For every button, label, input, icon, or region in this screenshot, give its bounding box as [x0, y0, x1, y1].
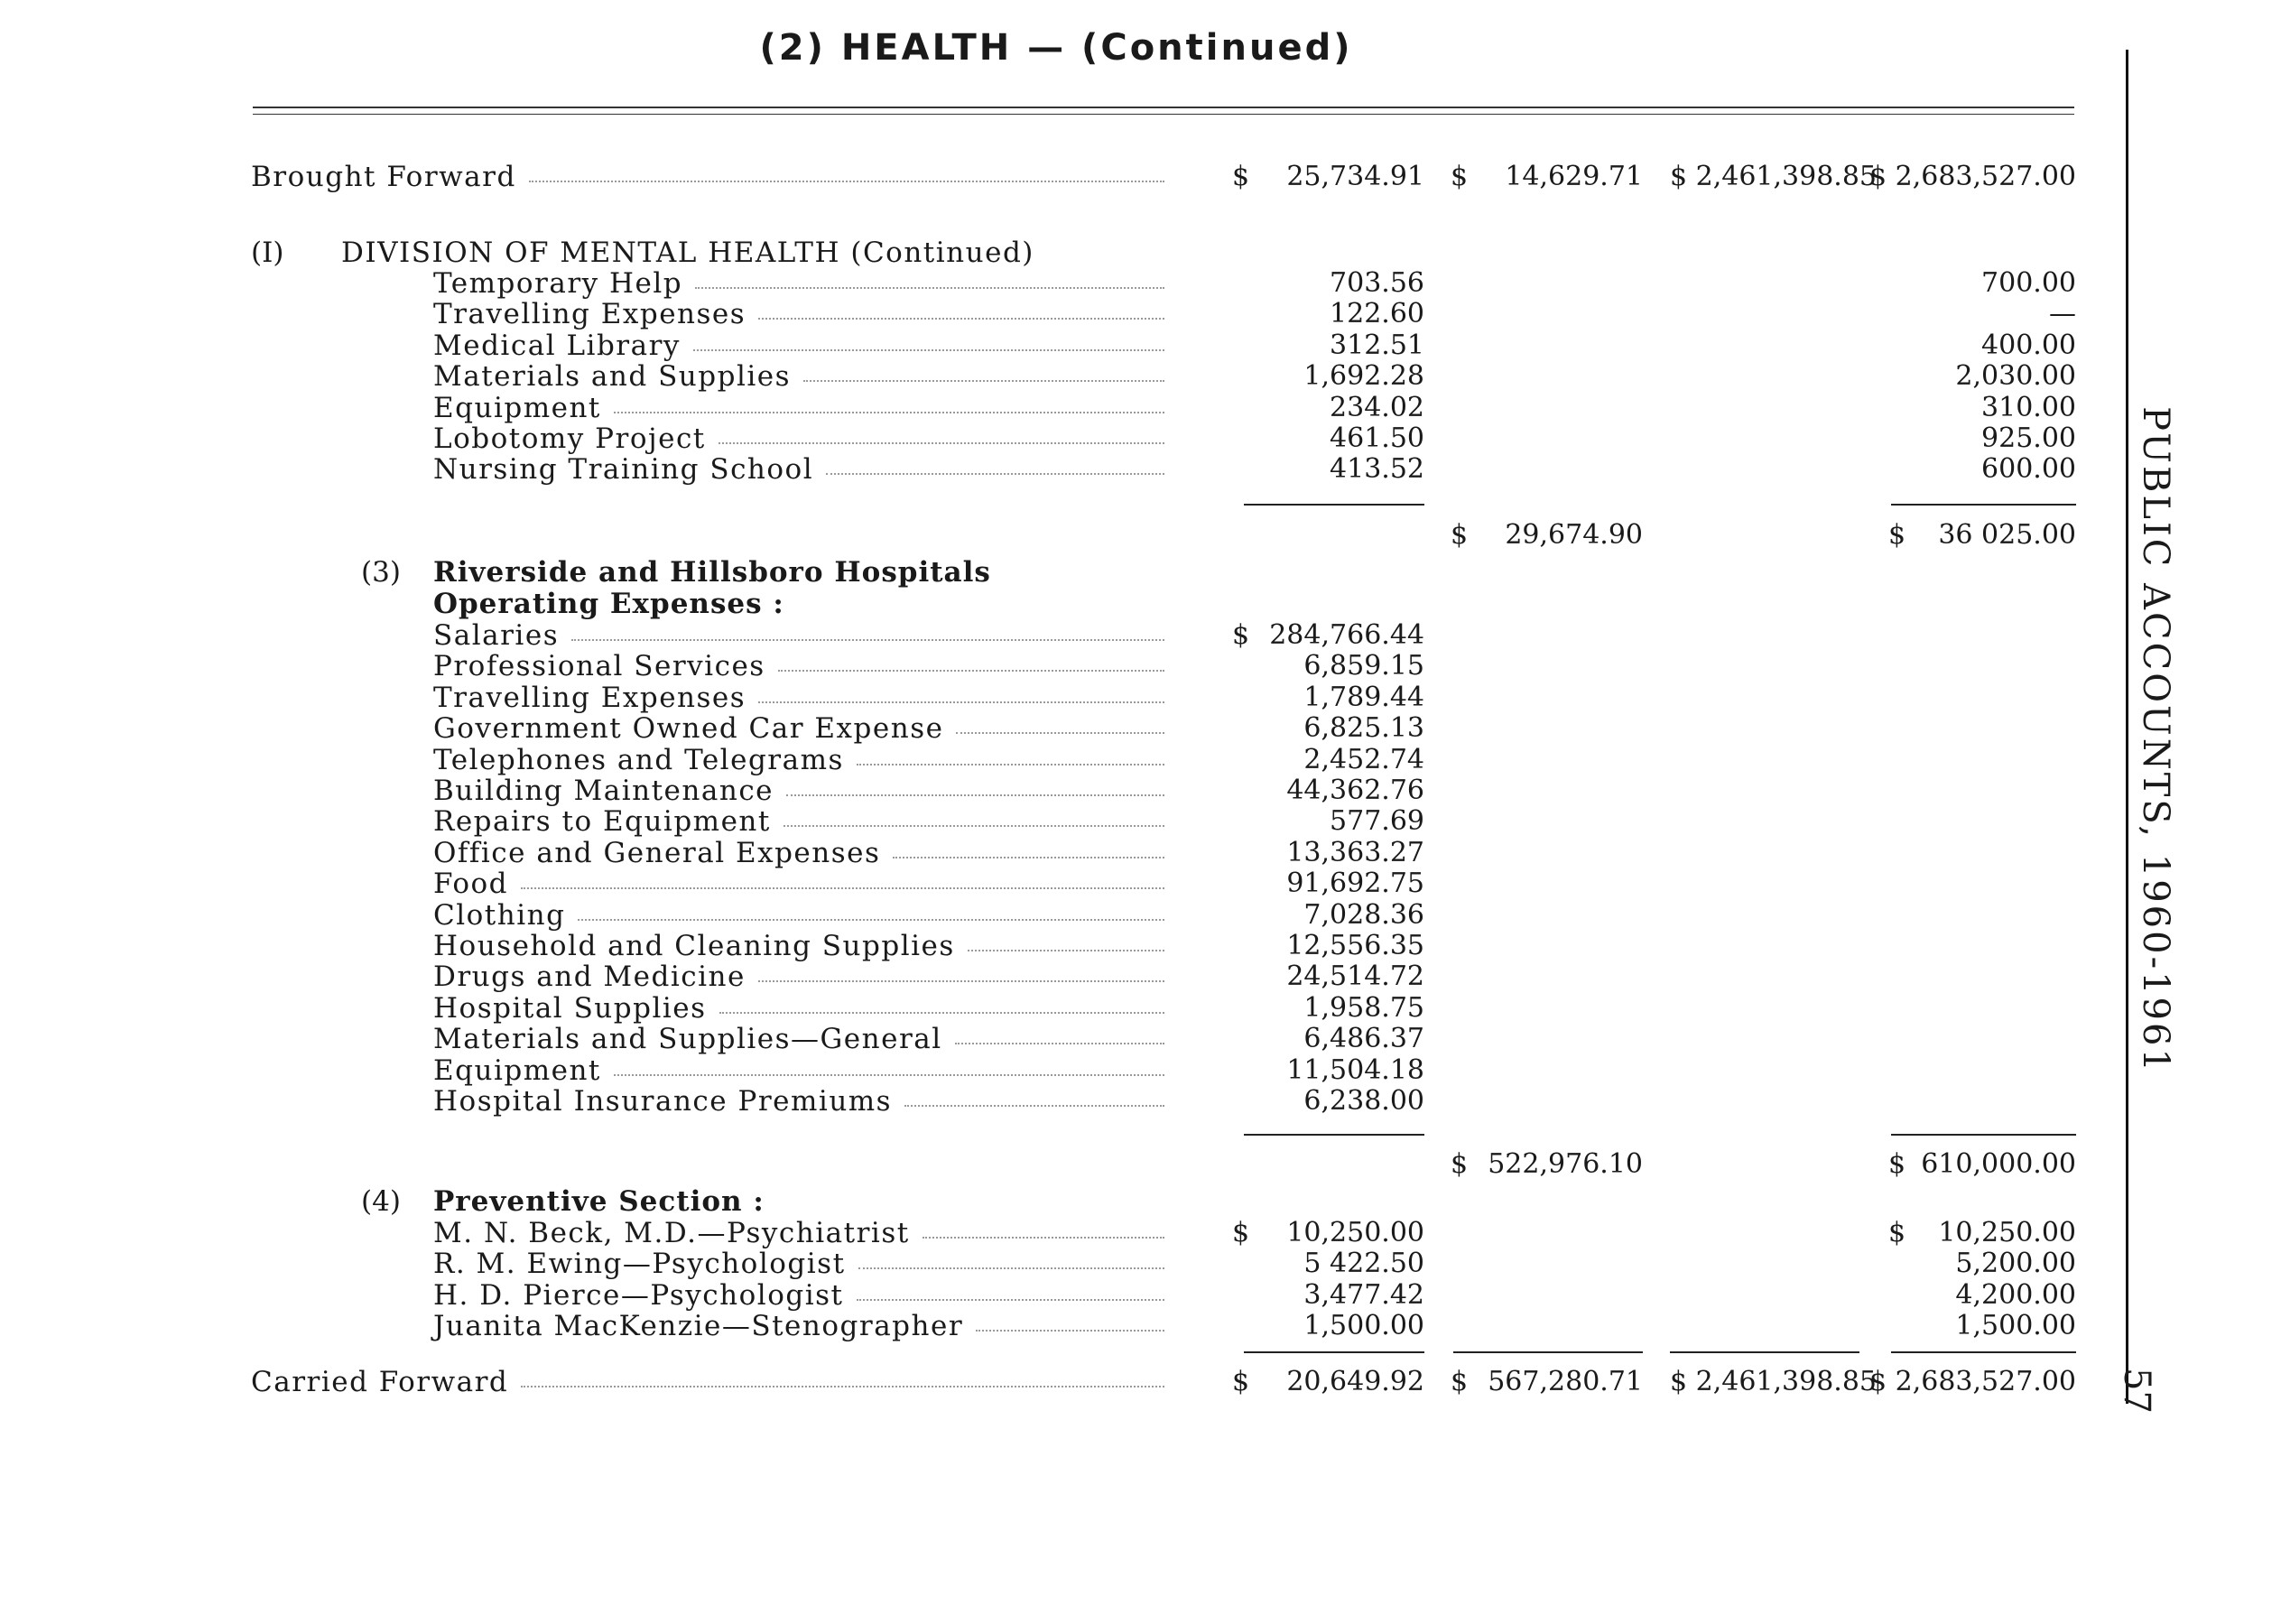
line-item-label: Materials and Supplies — [433, 360, 792, 394]
line-item-amount: 11,504.18 — [1286, 1053, 1424, 1086]
line-item-amount: 461.50 — [1330, 422, 1424, 454]
carried-forward-col4: $ 2,683,527.00 — [1868, 1366, 2076, 1397]
table-row — [0, 619, 2112, 650]
section-tag: (3) — [361, 556, 401, 589]
carried-forward-row — [0, 1366, 2112, 1397]
line-item-label: Hospital Insurance Premiums — [433, 1085, 893, 1118]
section-heading: DIVISION OF MENTAL HEALTH (Continued) — [341, 237, 1034, 269]
line-item-label: Juanita MacKenzie—Stenographer — [433, 1310, 964, 1343]
line-item-label: Building Maintenance — [433, 775, 774, 807]
leader-dots — [719, 442, 1164, 444]
leader-dots — [614, 412, 1164, 413]
subtotal-rule — [1244, 1134, 1424, 1136]
table-row — [0, 422, 2112, 453]
currency-sign: $ — [1888, 1148, 1906, 1180]
line-item-label: R. M. Ewing—Psychologist — [433, 1248, 846, 1281]
line-item-amount: 3,477.42 — [1303, 1278, 1424, 1311]
line-item-amount: 1,692.28 — [1303, 360, 1424, 393]
leader-dots — [521, 1386, 1164, 1387]
line-item-label: Repairs to Equipment — [433, 805, 771, 839]
currency-sign: $ — [1451, 1148, 1469, 1180]
line-item-label: Household and Cleaning Supplies — [433, 930, 955, 962]
currency-sign: $ — [1451, 1366, 1469, 1397]
leader-dots — [695, 287, 1164, 289]
hospitals-subheading-row — [0, 588, 2112, 618]
leader-dots — [719, 1012, 1164, 1014]
line-item-amount: 703.56 — [1330, 267, 1424, 299]
table-row — [0, 1023, 2112, 1056]
line-item-label: Travelling Expenses — [433, 681, 746, 714]
line-item-label: Nursing Training School — [433, 453, 814, 487]
brought-forward-col2: 14,629.71 — [1505, 161, 1643, 192]
line-item-label: Drugs and Medicine — [433, 960, 746, 994]
table-row — [0, 960, 2112, 994]
carried-forward-col1: 20,649.92 — [1286, 1366, 1424, 1397]
section-heading: Riverside and Hillsboro Hospitals — [433, 556, 991, 589]
line-item-estimate: — — [2049, 298, 2076, 330]
table-row — [0, 453, 2112, 487]
line-item-amount: 1,789.44 — [1303, 681, 1424, 713]
leader-dots — [786, 794, 1164, 796]
line-item-label: Travelling Expenses — [433, 298, 746, 331]
total-rule — [1670, 1351, 1859, 1353]
line-item-estimate: 4,200.00 — [1955, 1278, 2076, 1311]
table-row — [0, 267, 2112, 298]
hospitals-estimate-total: 610,000.00 — [1921, 1148, 2076, 1180]
line-item-label: Government Owned Car Expense — [433, 712, 944, 746]
currency-sign: $ — [1232, 161, 1250, 192]
brought-forward-row — [0, 161, 2112, 191]
line-item-label: Telephones and Telegrams — [433, 743, 844, 776]
table-row — [0, 1248, 2112, 1281]
line-item-label: M. N. Beck, M.D.—Psychiatrist — [433, 1217, 910, 1249]
total-rule — [1244, 1351, 1424, 1353]
table-row — [0, 1279, 2112, 1310]
mental-health-heading-row — [0, 237, 2112, 267]
line-item-amount: 24,514.72 — [1286, 960, 1424, 993]
line-item-estimate: 925.00 — [1981, 422, 2076, 454]
subtotal-rule — [1244, 504, 1424, 506]
carried-forward-col3: $ 2,461,398.85 — [1670, 1366, 1878, 1397]
currency-sign: $ — [1451, 519, 1469, 551]
currency-sign: $ — [1888, 1217, 1906, 1248]
line-item-estimate: 310.00 — [1981, 391, 2076, 423]
line-item-label: Clothing — [433, 898, 566, 932]
table-row — [0, 744, 2112, 775]
line-item-amount: 6,486.37 — [1303, 1023, 1424, 1055]
total-rule — [1453, 1351, 1643, 1353]
brought-forward-label: Brought Forward — [251, 161, 516, 193]
currency-sign: $ — [1232, 1217, 1250, 1248]
line-item-amount: 312.51 — [1330, 329, 1424, 361]
leader-dots — [803, 380, 1164, 382]
page-number: 57 — [2116, 1368, 2157, 1414]
mental-health-total-row — [0, 519, 2112, 550]
line-item-label: H. D. Pierce—Psychologist — [433, 1278, 844, 1312]
preventive-heading-row — [0, 1185, 2112, 1216]
table-row — [0, 682, 2112, 712]
page-title: (2) HEALTH — (Continued) — [759, 27, 1353, 69]
leader-dots — [758, 318, 1164, 320]
line-item-label: Professional Services — [433, 650, 765, 683]
line-item-amount: 5 422.50 — [1303, 1248, 1424, 1280]
header-rule-thin — [253, 114, 2074, 115]
table-row — [0, 1217, 2112, 1248]
table-row — [0, 775, 2112, 805]
line-item-estimate: 400.00 — [1981, 329, 2076, 361]
header-rule — [253, 107, 2074, 108]
table-row — [0, 1085, 2112, 1116]
line-item-amount: 7,028.36 — [1303, 898, 1424, 931]
line-item-amount: 6,859.15 — [1303, 650, 1424, 682]
carried-forward-col2: 567,280.71 — [1488, 1366, 1643, 1397]
line-item-amount: 413.52 — [1330, 453, 1424, 486]
leader-dots — [955, 1043, 1164, 1044]
table-row — [0, 868, 2112, 901]
table-row — [0, 298, 2112, 329]
line-item-estimate: 5,200.00 — [1955, 1248, 2076, 1280]
line-item-amount: 122.60 — [1330, 298, 1424, 330]
section-tag: (I) — [251, 237, 284, 269]
total-rule — [1891, 1351, 2076, 1353]
leader-dots — [956, 732, 1164, 734]
line-item-label: Equipment — [433, 391, 601, 424]
table-row — [0, 329, 2112, 360]
section-tag: (4) — [361, 1185, 401, 1218]
leader-dots — [758, 980, 1164, 982]
subtotal-rule — [1891, 504, 2076, 506]
line-item-label: Salaries — [433, 619, 560, 652]
leader-dots — [778, 670, 1164, 672]
table-row — [0, 837, 2112, 868]
line-item-amount: 284,766.44 — [1269, 619, 1424, 651]
table-row — [0, 392, 2112, 422]
line-item-estimate: 10,250.00 — [1938, 1217, 2076, 1248]
table-row — [0, 992, 2112, 1023]
carried-forward-label: Carried Forward — [251, 1366, 509, 1398]
table-row — [0, 899, 2112, 930]
table-row — [0, 805, 2112, 839]
leader-dots — [521, 887, 1164, 889]
leader-dots — [784, 825, 1164, 827]
section-subheading: Operating Expenses : — [433, 588, 784, 620]
leader-dots — [923, 1237, 1164, 1239]
line-item-amount: 12,556.35 — [1286, 930, 1424, 961]
brought-forward-col3: $ 2,461,398.85 — [1670, 161, 1878, 192]
line-item-estimate: 700.00 — [1981, 267, 2076, 299]
table-row — [0, 712, 2112, 746]
currency-sign: $ — [1451, 161, 1469, 192]
leader-dots — [826, 473, 1164, 475]
line-item-estimate: 600.00 — [1981, 453, 2076, 486]
line-item-amount: 1,500.00 — [1303, 1310, 1424, 1342]
line-item-amount: 577.69 — [1330, 805, 1424, 838]
currency-sign: $ — [1888, 519, 1906, 551]
table-row — [0, 930, 2112, 960]
line-item-label: Medical Library — [433, 329, 681, 362]
line-item-estimate: 1,500.00 — [1955, 1310, 2076, 1342]
line-item-label: Food — [433, 868, 508, 901]
line-item-amount: 44,362.76 — [1286, 775, 1424, 806]
leader-dots — [529, 181, 1164, 182]
leader-dots — [614, 1074, 1164, 1076]
line-item-amount: 6,825.13 — [1303, 712, 1424, 745]
leader-dots — [976, 1330, 1164, 1332]
line-item-estimate: 2,030.00 — [1955, 360, 2076, 393]
brought-forward-col4: $ 2,683,527.00 — [1868, 161, 2076, 192]
table-row — [0, 650, 2112, 681]
currency-sign: $ — [1232, 1366, 1250, 1397]
line-item-label: Office and General Expenses — [433, 836, 881, 869]
line-item-amount: 91,692.75 — [1286, 868, 1424, 900]
leader-dots — [758, 701, 1164, 703]
hospitals-total: 522,976.10 — [1488, 1148, 1643, 1180]
line-item-amount: 234.02 — [1330, 391, 1424, 423]
section-heading: Preventive Section : — [433, 1185, 765, 1218]
currency-sign: $ — [1232, 619, 1250, 651]
hospitals-total-row — [0, 1148, 2112, 1179]
leader-dots — [857, 764, 1164, 766]
leader-dots — [968, 950, 1164, 951]
leader-dots — [578, 919, 1164, 921]
leader-dots — [693, 349, 1164, 351]
line-item-amount: 2,452.74 — [1303, 743, 1424, 775]
line-item-amount: 1,958.75 — [1303, 991, 1424, 1024]
line-item-label: Temporary Help — [433, 267, 683, 300]
mental-health-total: 29,674.90 — [1505, 519, 1643, 551]
leader-dots — [857, 1299, 1164, 1301]
table-row — [0, 1310, 2112, 1341]
brought-forward-col1: 25,734.91 — [1286, 161, 1424, 192]
line-item-label: Lobotomy Project — [433, 422, 706, 455]
leader-dots — [858, 1267, 1164, 1269]
table-row — [0, 1054, 2112, 1085]
side-running-title: PUBLIC ACCOUNTS, 1960-1961 — [2135, 406, 2176, 1074]
mental-health-estimate-total: 36 025.00 — [1938, 519, 2076, 551]
leader-dots — [571, 639, 1164, 641]
line-item-label: Materials and Supplies—General — [433, 1023, 942, 1056]
table-row — [0, 360, 2112, 394]
line-item-label: Hospital Supplies — [433, 991, 707, 1025]
subtotal-rule — [1891, 1134, 2076, 1136]
hospitals-heading-row — [0, 556, 2112, 587]
line-item-amount: 13,363.27 — [1286, 836, 1424, 868]
line-item-amount: 10,250.00 — [1286, 1217, 1424, 1248]
leader-dots — [893, 857, 1164, 858]
line-item-label: Equipment — [433, 1053, 601, 1087]
leader-dots — [904, 1105, 1164, 1107]
line-item-amount: 6,238.00 — [1303, 1085, 1424, 1117]
